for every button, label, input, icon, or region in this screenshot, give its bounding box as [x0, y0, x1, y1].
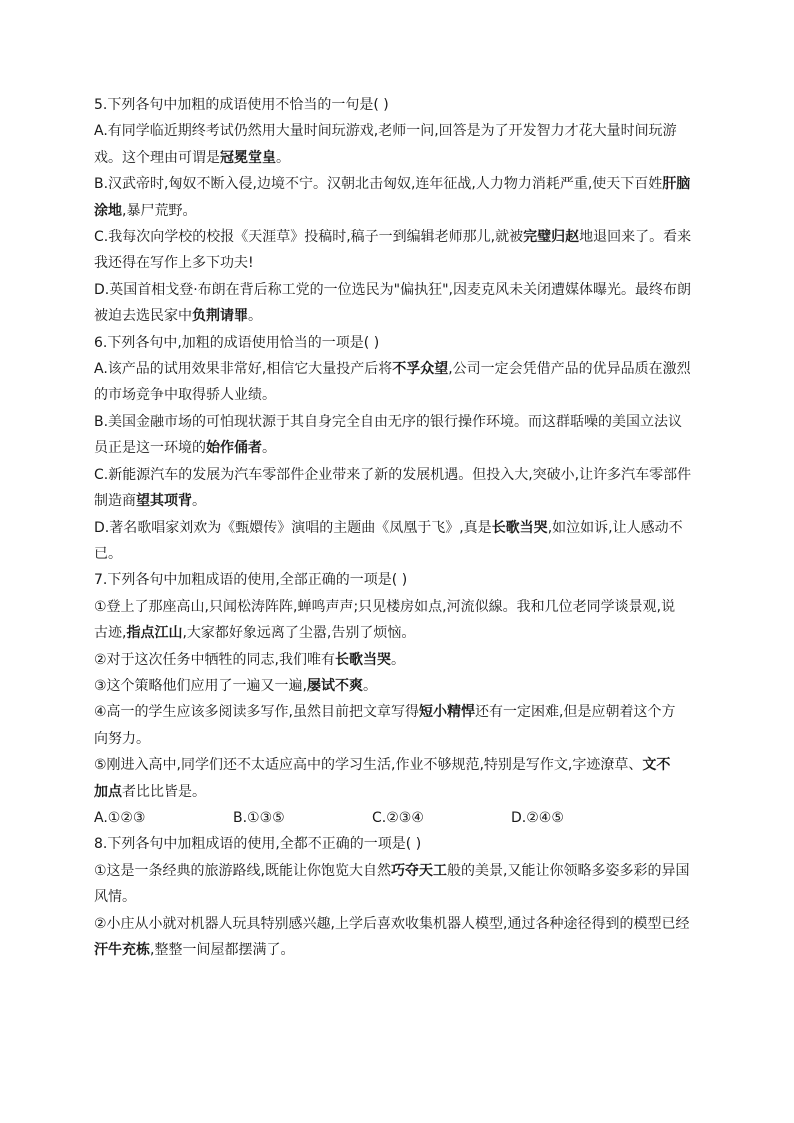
text-segment: 我还得在写作上多下功夫! — [94, 255, 254, 272]
text-segment: ①这是一条经典的旅游路线,既能让你饱览大自然 — [94, 862, 391, 879]
text-segment: C.我每次向学校的校报《天涯草》投稿时,稿子一到编辑老师那儿,就被 — [94, 229, 524, 246]
option-line — [94, 515, 702, 541]
text-segment: 制造商 — [94, 493, 136, 510]
question-stem: 7.下列各句中加粗成语的使用,全部正确的一项是( ) — [94, 572, 408, 589]
answer-choice: B.①③⑤ — [233, 809, 285, 826]
option-line — [94, 145, 702, 171]
text-segment: 。 — [192, 493, 206, 510]
text-segment: 被迫去选民家中 — [94, 308, 192, 325]
question-stem: 5.下列各句中加粗的成语使用不恰当的一句是( ) — [94, 97, 389, 113]
bold-idiom: 文不 — [642, 757, 671, 774]
option-line — [94, 409, 702, 435]
option-line — [94, 171, 702, 197]
bold-idiom: 加点 — [94, 783, 122, 800]
option-line — [94, 118, 702, 144]
bold-idiom: 汗牛充栋 — [94, 942, 150, 958]
question-stem: 6.下列各句中,加粗的成语使用恰当的一项是( ) — [94, 334, 380, 351]
text-segment: 者比比皆是。 — [122, 783, 206, 800]
text-segment: ,暴尸荒野。 — [122, 202, 197, 219]
text-segment: ②小庄从小就对机器人玩具特别感兴趣,上学后喜欢收集机器人模型,通过各种途径得到的模型已经 — [94, 915, 690, 932]
bold-idiom: 肝脑 — [662, 176, 691, 193]
answer-choice: D.②④⑤ — [511, 809, 564, 826]
text-segment: ②对于这次任务中牺牲的同志,我们唯有 — [94, 651, 335, 668]
text-segment: 的市场竞争中取得骄人业绩。 — [94, 387, 276, 404]
option-line — [94, 911, 702, 937]
option-line — [94, 620, 702, 646]
text-segment: 般的美景,又能让你领略多姿多彩的异国 — [447, 862, 690, 879]
option-line — [94, 356, 702, 382]
option-line — [94, 699, 702, 725]
text-segment: ①登上了那座高山,只闻松涛阵阵,蝉鸣声声;只见楼房如点,河流似線。我和几位老同学谈景观,说 — [94, 598, 676, 615]
bold-idiom: 望其项背 — [136, 493, 192, 510]
text-segment: 风情。 — [94, 889, 136, 906]
bold-idiom: 屡试不爽 — [307, 677, 364, 694]
bold-idiom: 冠冕堂皇 — [220, 149, 276, 166]
text-segment: B.汉武帝时,匈奴不断入侵,边境不宁。汉朝北击匈奴,连年征战,人力物力消耗严重,使天下百姓 — [94, 176, 663, 193]
option-line — [94, 884, 702, 910]
option-line — [94, 752, 702, 778]
text-segment: 戏。这个理由可谓是 — [94, 149, 220, 166]
document-body — [94, 92, 702, 963]
text-segment: ,整整一间屋都摆满了。 — [150, 942, 295, 958]
text-segment: 还有一定困难,但是应朝着这个方 — [475, 704, 676, 721]
option-line — [94, 779, 702, 805]
option-line — [94, 594, 702, 620]
option-line — [94, 541, 702, 567]
option-line — [94, 647, 702, 673]
option-line — [94, 277, 702, 303]
bold-idiom: 长歌当哭 — [335, 651, 391, 668]
text-segment: 。 — [391, 651, 405, 668]
text-segment: ,大家都好象远离了尘嚣,告别了烦恼。 — [182, 625, 416, 642]
option-line — [94, 382, 702, 408]
bold-idiom: 涂地 — [94, 202, 122, 219]
option-line — [94, 726, 702, 752]
text-segment: 向努力。 — [94, 730, 150, 747]
text-segment: 地退回来了。看来 — [579, 229, 692, 246]
option-line — [94, 303, 702, 329]
question-stem: 8.下列各句中加粗成语的使用,全都不正确的一项是( ) — [94, 836, 422, 853]
text-segment: D.著名歌唱家刘欢为《甄嬛传》演唱的主题曲《凤凰于飞》,真是 — [94, 519, 492, 536]
text-segment: B.美国金融市场的可怕现状源于其自身完全自由无序的银行操作环境。而这群聒噪的美国立法议 — [94, 413, 683, 430]
text-segment: ③这个策略他们应用了一遍又一遍, — [94, 677, 308, 694]
answer-choice: A.①②③ — [94, 809, 146, 826]
option-line — [94, 462, 702, 488]
text-segment: ④高一的学生应该多阅读多写作,虽然目前把文章写得 — [94, 704, 419, 721]
text-segment: 。 — [262, 440, 276, 457]
option-line — [94, 250, 702, 276]
text-segment: 员正是这一环境的 — [94, 440, 206, 457]
bold-idiom: 始作俑者 — [206, 440, 262, 457]
text-segment: ⑤刚进入高中,同学们还不太适应高中的学习生活,作业不够规范,特别是写作文,字迹潦草、 — [94, 757, 643, 774]
option-line — [94, 858, 702, 884]
bold-idiom: 不孚众望 — [392, 361, 449, 378]
bold-idiom: 长歌当哭 — [491, 519, 548, 536]
option-line — [94, 198, 702, 224]
text-segment: 已。 — [94, 545, 122, 562]
option-line — [94, 673, 702, 699]
answer-choice: C.②③④ — [372, 809, 424, 826]
text-segment: ,公司一定会凭借产品的优异品质在激烈 — [448, 361, 691, 378]
option-line — [94, 224, 702, 250]
text-segment: C.新能源汽车的发展为汽车零部件企业带来了新的发展机遇。但投入大,突破小,让许多汽车零部件 — [94, 466, 692, 483]
text-segment: ,如泣如诉,让人感动不 — [547, 519, 683, 536]
text-segment: 古迹, — [94, 625, 127, 642]
bold-idiom: 短小精悍 — [419, 704, 475, 721]
option-line — [94, 937, 702, 963]
answer-choices — [94, 805, 702, 831]
text-segment: 。 — [248, 308, 262, 325]
option-line — [94, 435, 702, 461]
text-segment: 。 — [363, 677, 378, 694]
bold-idiom: 负荆请罪 — [192, 308, 248, 325]
text-segment: A.该产品的试用效果非常好,相信它大量投产后将 — [94, 361, 393, 378]
bold-idiom: 指点江山 — [126, 625, 183, 642]
bold-idiom: 巧夺天工 — [391, 862, 447, 879]
text-segment: D.英国首相戈登·布朗在背后称工党的一位选民为"偏执狂",因麦克风未关闭遭媒体曝光。最终布朗 — [94, 281, 692, 298]
text-segment: A.有同学临近期终考试仍然用大量时间玩游戏,老师一问,回答是为了开发智力才花大量时间玩游 — [94, 123, 677, 140]
bold-idiom: 完璧归赵 — [523, 229, 580, 246]
text-segment: 。 — [276, 149, 290, 166]
option-line — [94, 488, 702, 514]
